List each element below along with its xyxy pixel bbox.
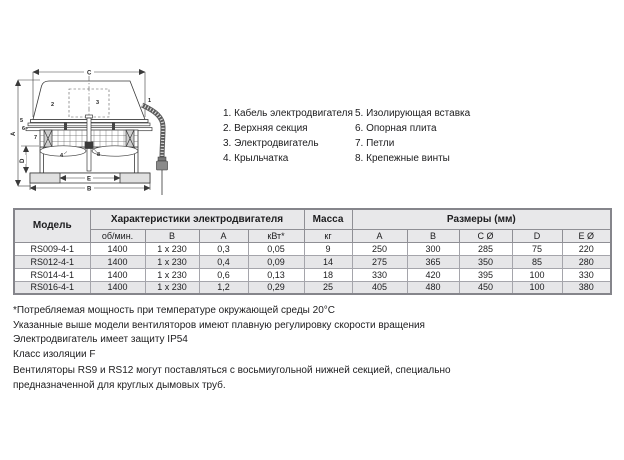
cell: 420 — [407, 268, 459, 281]
callout-4-impeller: 4 — [60, 153, 64, 159]
footnote-power: *Потребляемая мощность при температуре окружающей среды 20°C — [13, 305, 335, 316]
footnote-ip54: Электродвигатель имеет защиту IP54 — [13, 334, 188, 345]
legend-item: 7. Петли — [355, 138, 395, 149]
cell: 14 — [304, 255, 352, 268]
cell: 0,3 — [199, 242, 248, 255]
legend-item: 4. Крыльчатка — [223, 153, 289, 164]
cell: 85 — [512, 255, 562, 268]
cell: 25 — [304, 281, 352, 294]
subheader-amp: А — [199, 229, 248, 242]
cell: 330 — [352, 268, 407, 281]
dim-label-d: D — [20, 158, 26, 163]
callout-7-hinges: 7 — [34, 135, 38, 141]
subheader-volt: В — [145, 229, 199, 242]
cable-gland — [157, 161, 168, 170]
footer-paragraph: Вентиляторы RS9 и RS12 могут поставляться с восьмиугольной нижней секцией, специально предназначенной для круглых дымовых труб. — [13, 365, 451, 391]
callout-3-motor: 3 — [96, 100, 100, 106]
cell: 220 — [562, 242, 611, 255]
cell: 280 — [562, 255, 611, 268]
cell: 1 x 230 — [145, 255, 199, 268]
subheader-dim-c: C Ø — [459, 229, 512, 242]
legend-item: 2. Верхняя секция — [223, 123, 308, 134]
fan-diagram — [8, 56, 178, 198]
callout-2-upper-section: 2 — [51, 102, 55, 108]
cell: 330 — [562, 268, 611, 281]
dimension-A — [18, 80, 40, 186]
cell: 1400 — [90, 281, 145, 294]
subheader-dim-a: A — [352, 229, 407, 242]
cell-model: RS009-4-1 — [14, 242, 90, 255]
cell: 380 — [562, 281, 611, 294]
cell: 480 — [407, 281, 459, 294]
dim-label-a: A — [11, 131, 17, 136]
callout-1-cable: 1 — [148, 98, 152, 104]
cell: 405 — [352, 281, 407, 294]
spec-table — [13, 208, 612, 295]
cell: 0,09 — [248, 255, 304, 268]
footnote-insulation: Класс изоляции F — [13, 348, 96, 360]
legend-item: 3. Электродвигатель — [223, 138, 319, 149]
table-row — [14, 268, 611, 281]
header-dims-group: Размеры (мм) — [352, 209, 611, 229]
cell: 1 x 230 — [145, 268, 199, 281]
legend-item: 6. Опорная плита — [355, 123, 437, 134]
header-motor-group: Характеристики электродвигателя — [90, 209, 304, 229]
impeller-hub — [85, 142, 93, 149]
cell: 450 — [459, 281, 512, 294]
table-row — [14, 242, 611, 255]
legend-item: 8. Крепежные винты — [355, 153, 450, 164]
subheader-dim-e: E Ø — [562, 229, 611, 242]
cell: 1400 — [90, 268, 145, 281]
legend-item: 1. Кабель электродвигателя — [223, 108, 353, 119]
cell: 18 — [304, 268, 352, 281]
cell: 100 — [512, 268, 562, 281]
table-row — [14, 281, 611, 294]
callout-6-support-plate: 6 — [22, 126, 26, 132]
subheader-dim-d: D — [512, 229, 562, 242]
cable-gland-top — [158, 157, 166, 161]
cell: 250 — [352, 242, 407, 255]
cell: 1400 — [90, 242, 145, 255]
parts-legend-right — [355, 106, 470, 166]
cell: 395 — [459, 268, 512, 281]
cell: 1400 — [90, 255, 145, 268]
header-model: Модель — [14, 209, 90, 242]
cell: 1 x 230 — [145, 242, 199, 255]
subheader-dim-b: B — [407, 229, 459, 242]
cell: 350 — [459, 255, 512, 268]
dim-label-b: B — [87, 186, 92, 193]
callout-8-screws: 8 — [97, 152, 101, 158]
cell: 75 — [512, 242, 562, 255]
cell: 0,05 — [248, 242, 304, 255]
cell: 9 — [304, 242, 352, 255]
cell: 275 — [352, 255, 407, 268]
cell: 0,29 — [248, 281, 304, 294]
cell: 100 — [512, 281, 562, 294]
footnotes — [13, 304, 425, 362]
cell: 365 — [407, 255, 459, 268]
cell-model: RS016-4-1 — [14, 281, 90, 294]
cell-model: RS014-4-1 — [14, 268, 90, 281]
cell: 300 — [407, 242, 459, 255]
cell: 285 — [459, 242, 512, 255]
dim-label-c: C — [87, 70, 92, 77]
cell: 1,2 — [199, 281, 248, 294]
subheader-rpm: об/мин. — [90, 229, 145, 242]
cell: 1 x 230 — [145, 281, 199, 294]
subheader-kg: кг — [304, 229, 352, 242]
subheader-kw: кВт* — [248, 229, 304, 242]
table-row — [14, 255, 611, 268]
cell: 0,6 — [199, 268, 248, 281]
callout-5-insert: 5 — [20, 118, 24, 124]
header-mass-group: Масса — [304, 209, 352, 229]
parts-legend-left — [223, 106, 353, 166]
dim-label-e: E — [87, 176, 92, 183]
footnote-speed-control: Указанные выше модели вентиляторов имеют плавную регулировку скорости вращения — [13, 319, 425, 331]
cell: 0,4 — [199, 255, 248, 268]
legend-item: 5. Изолирующая вставка — [355, 108, 471, 119]
cell: 0,13 — [248, 268, 304, 281]
cell-model: RS012-4-1 — [14, 255, 90, 268]
